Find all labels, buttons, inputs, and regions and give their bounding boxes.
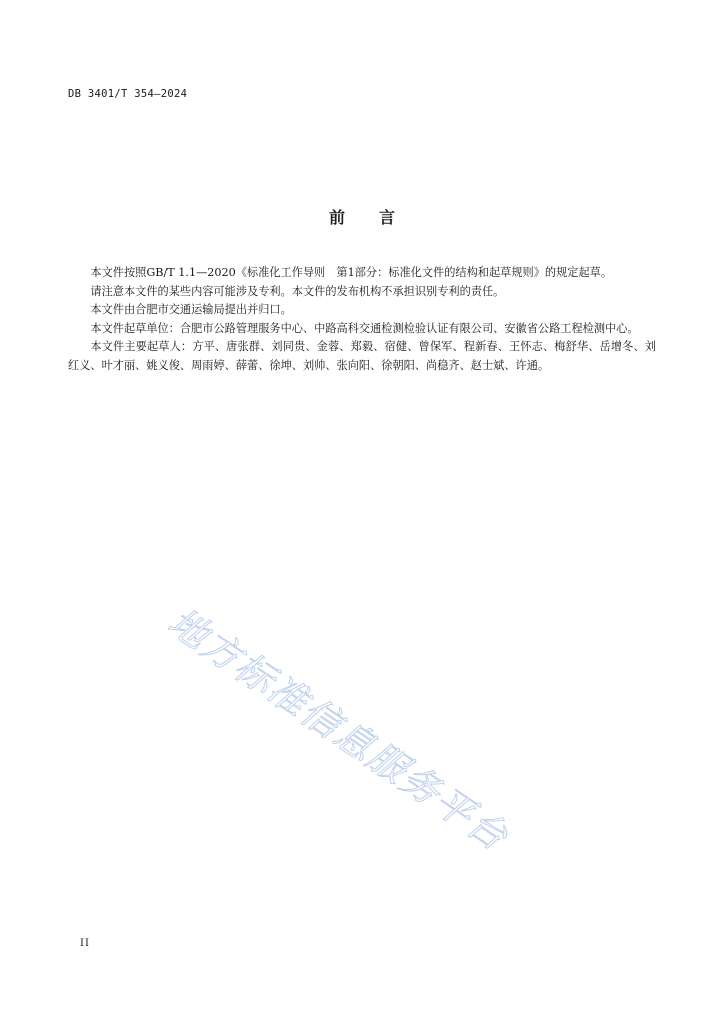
paragraph-drafters: 本文件主要起草人：方平、唐张群、刘同贵、金蓉、郑毅、宿健、曾保军、程新春、王怀志、梅舒华、岳增冬、刘红义、叶才丽、姚义俊、周雨婷、薛蕾、徐坤、刘帅、张向阳、徐朝阳、尚稳齐、赵士斌、许通。 xyxy=(68,340,656,372)
foreword-title-char-1: 前 xyxy=(328,208,345,227)
paragraph-drafting-units: 本文件起草单位：合肥市公路管理服务中心、中路高科交通检测检验认证有限公司、安徽省公路工程检测中心。 xyxy=(90,321,639,335)
watermark: 地方标准信息服务平台 xyxy=(160,599,517,860)
foreword-title xyxy=(0,205,724,228)
page-number: II xyxy=(80,938,90,949)
foreword-body xyxy=(68,264,656,375)
foreword-title-char-2: 言 xyxy=(379,208,396,227)
document-code: DB 3401/T 354—2024 xyxy=(68,88,188,100)
paragraph-proposer: 本文件由合肥市交通运输局提出并归口。 xyxy=(90,303,292,316)
paragraph-drafting-basis: 本文件按照GB/T 1.1—2020《标准化工作导则 第1部分：标准化文件的结构和起草规则》的规定起草。 xyxy=(90,266,613,279)
paragraph-patent-notice: 请注意本文件的某些内容可能涉及专利。本文件的发布机构不承担识别专利的责任。 xyxy=(90,284,505,298)
